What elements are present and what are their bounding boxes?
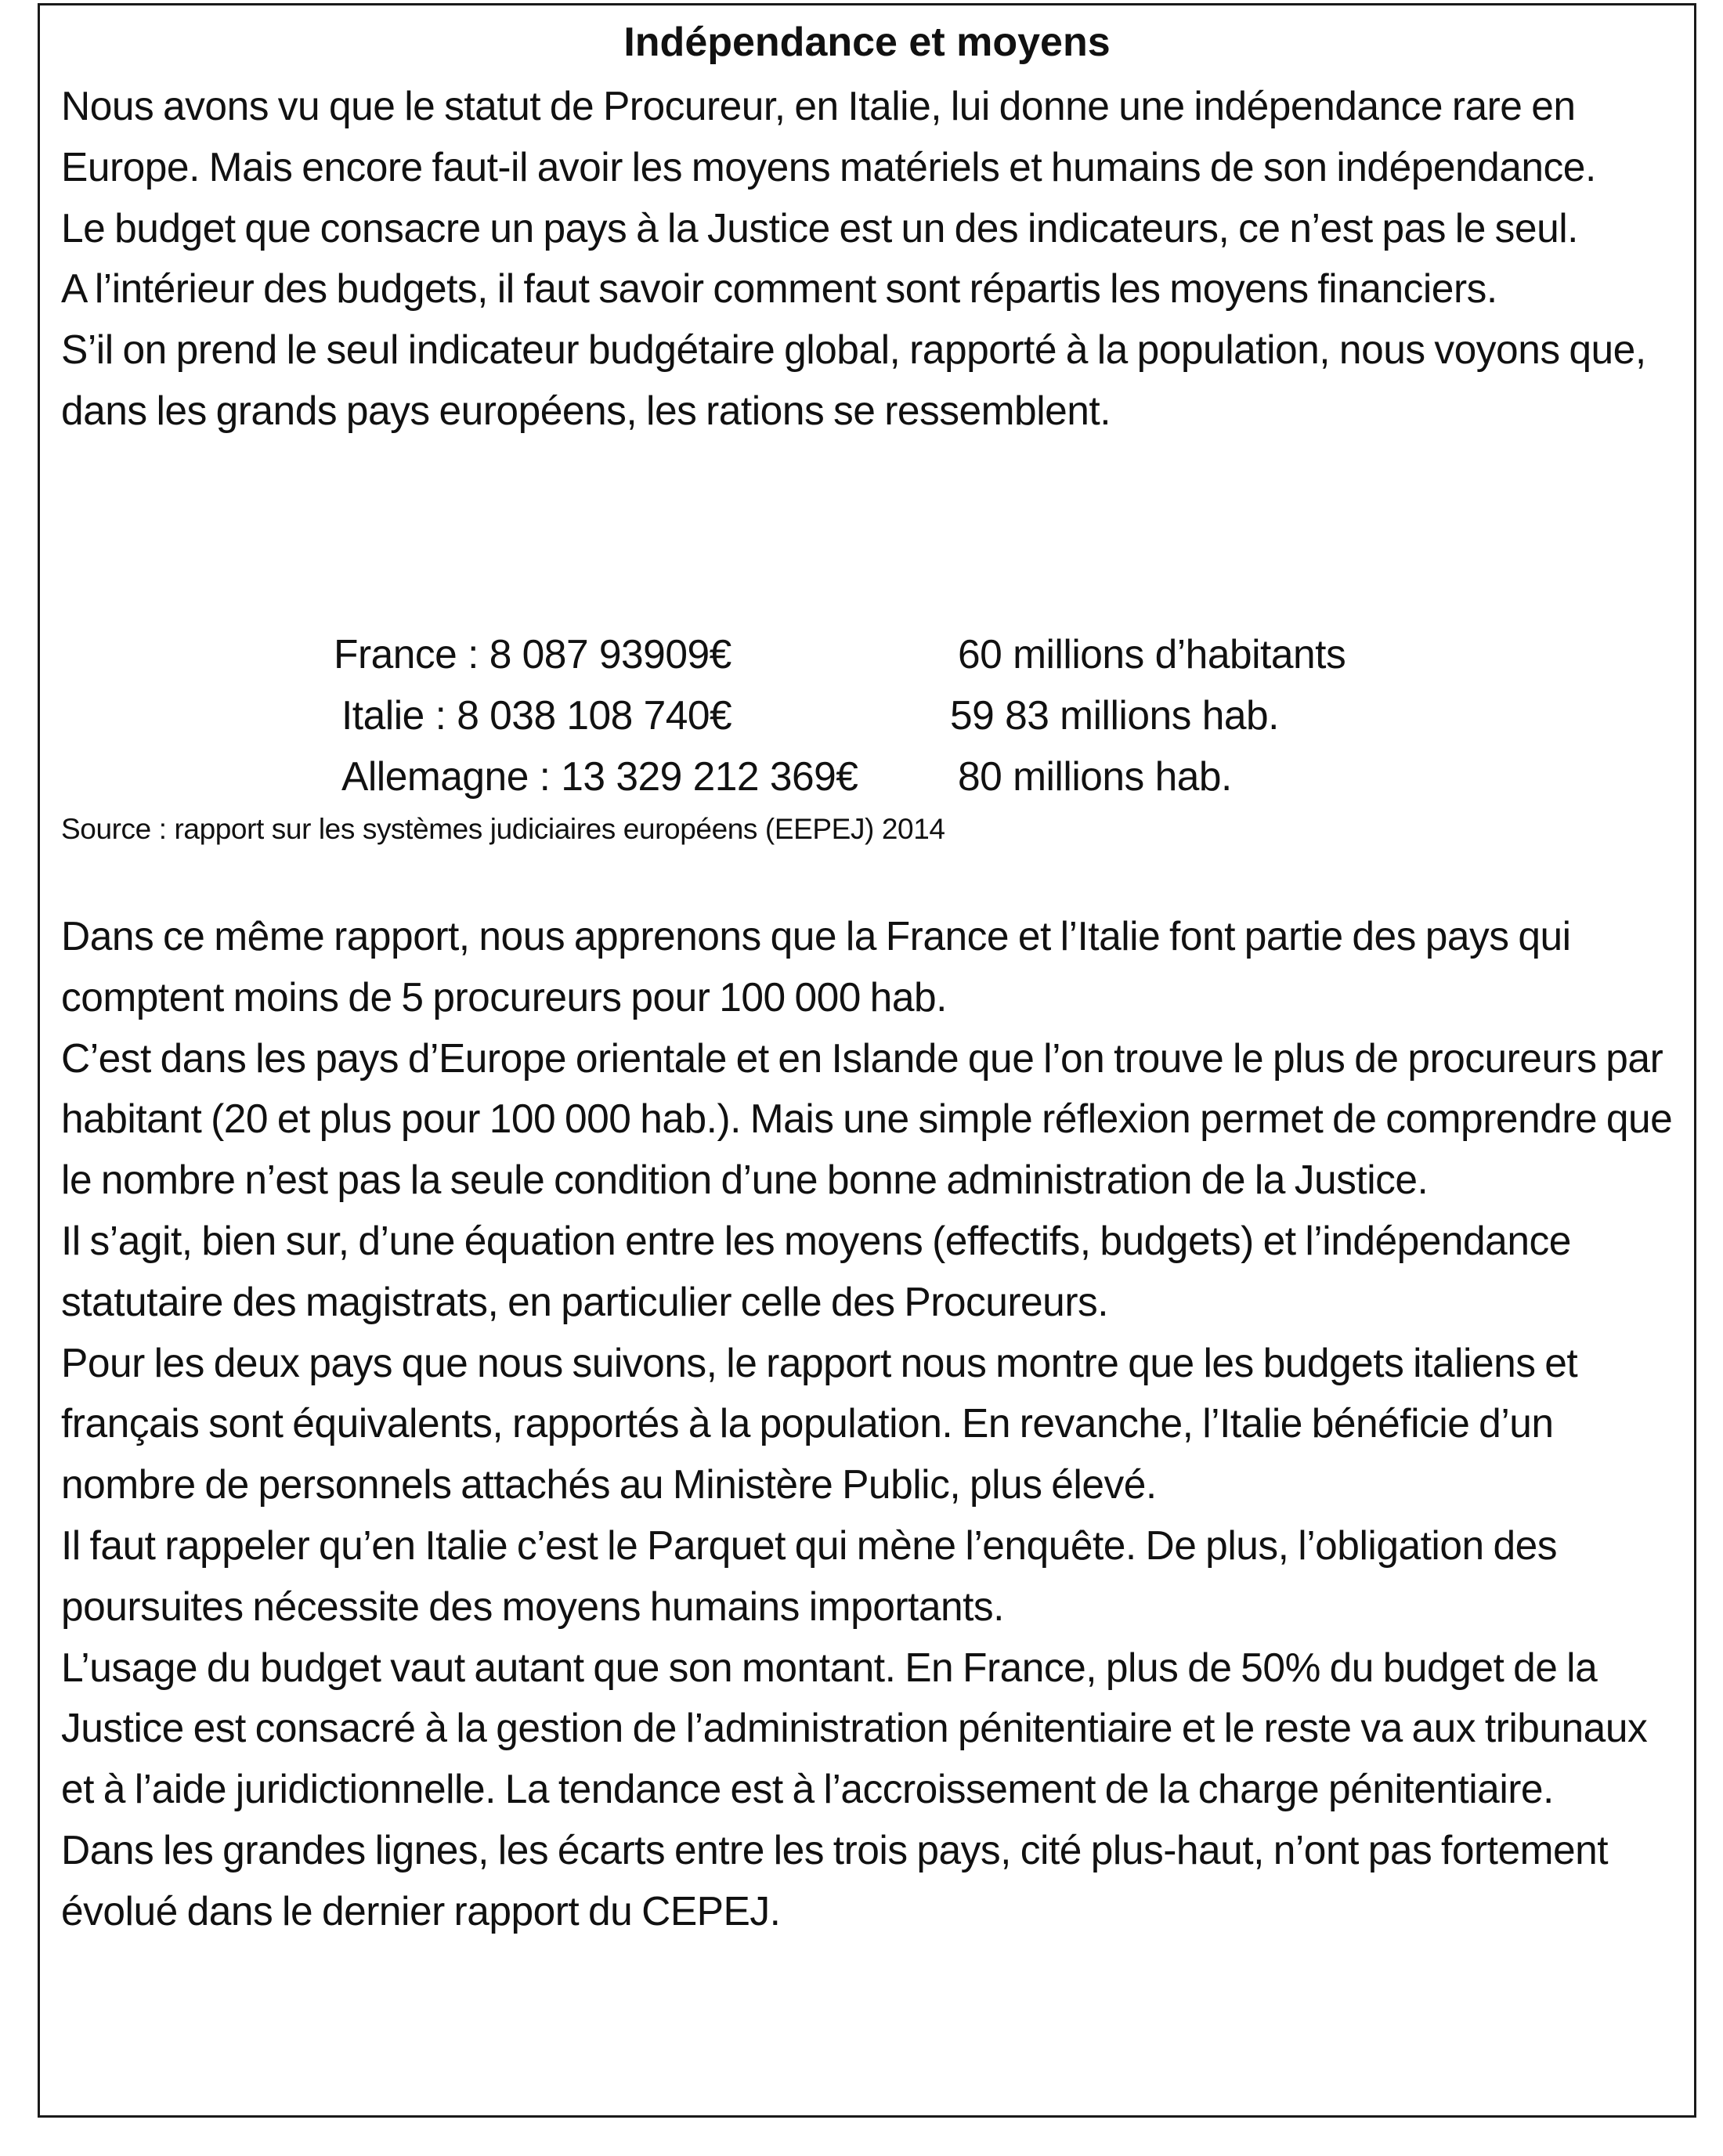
source-note: Source : rapport sur les systèmes judiciaires européens (EEPEJ) 2014 [61,813,945,845]
intro-paragraph-1: Nous avons vu que le statut de Procureur, en Italie, lui donne une indépendance rare en Europe. Mais encore faut-il avoir les moyens matériels et humains de son indépendance. [61,83,1596,190]
intro-paragraph-3: A l’intérieur des budgets, il faut savoir comment sont répartis les moyens financiers. [61,265,1497,312]
figure-population-allemagne: 80 millions hab. [958,753,1232,799]
intro-section [61,76,1684,442]
budget-figures [40,624,1694,807]
figure-budget-italie: Italie : 8 038 108 740€ [341,692,732,738]
body-paragraph-4: Pour les deux pays que nous suivons, le rapport nous montre que les budgets italiens et français sont équivalents, rapportés à la population. En revanche, l’Italie bénéficie d’un nombre de personnels attachés au Ministère Public, plus élevé. [61,1339,1578,1508]
figure-row-allemagne [40,746,1694,807]
figure-budget-allemagne: Allemagne : 13 329 212 369€ [341,753,858,799]
document-title: Indépendance et moyens [623,20,1111,65]
figure-budget-france: France : 8 087 93909€ [334,631,731,677]
figure-row-italie [40,685,1694,746]
figure-row-france [40,624,1694,685]
body-paragraph-7: Dans les grandes lignes, les écarts entre les trois pays, cité plus-haut, n’ont pas fortement évolué dans le dernier rapport du CEPEJ. [61,1826,1609,1934]
body-paragraph-1: Dans ce même rapport, nous apprenons que la France et l’Italie font partie des pays qui comptent moins de 5 procureurs pour 100 000 hab. [61,913,1571,1020]
figure-population-italie: 59 83 millions hab. [950,692,1279,738]
body-paragraph-5: Il faut rappeler qu’en Italie c’est le Parquet qui mène l’enquête. De plus, l’obligation des poursuites nécessite des moyens humains importants. [61,1522,1557,1629]
body-paragraph-6: L’usage du budget vaut autant que son montant. En France, plus de 50% du budget de la Justice est consacré à la gestion de l’administration pénitentiaire et le reste va aux tribunaux et à l’aide juridictionnelle. La tendance est à l’accroissement de la charge pénitentiaire. [61,1644,1648,1812]
figure-population-france: 60 millions d’habitants [958,631,1346,677]
intro-paragraph-2: Le budget que consacre un pays à la Justice est un des indicateurs, ce n’est pas le seul. [61,204,1578,251]
body-paragraph-3: Il s’agit, bien sur, d’une équation entre les moyens (effectifs, budgets) et l’indépendance statutaire des magistrats, en particulier celle des Procureurs. [61,1217,1571,1324]
main-section [61,906,1684,1942]
document-frame [38,3,1696,2118]
body-paragraph-2: C’est dans les pays d’Europe orientale et en Islande que l’on trouve le plus de procureurs par habitant (20 et plus pour 100 000 hab.). Mais une simple réflexion permet de comprendre que le nombre n’est pas la seule condition d’une bonne administration de la Justice. [61,1035,1673,1203]
intro-paragraph-4: S’il on prend le seul indicateur budgétaire global, rapporté à la population, nous voyons que, dans les grands pays européens, les rations se ressemblent. [61,327,1646,433]
